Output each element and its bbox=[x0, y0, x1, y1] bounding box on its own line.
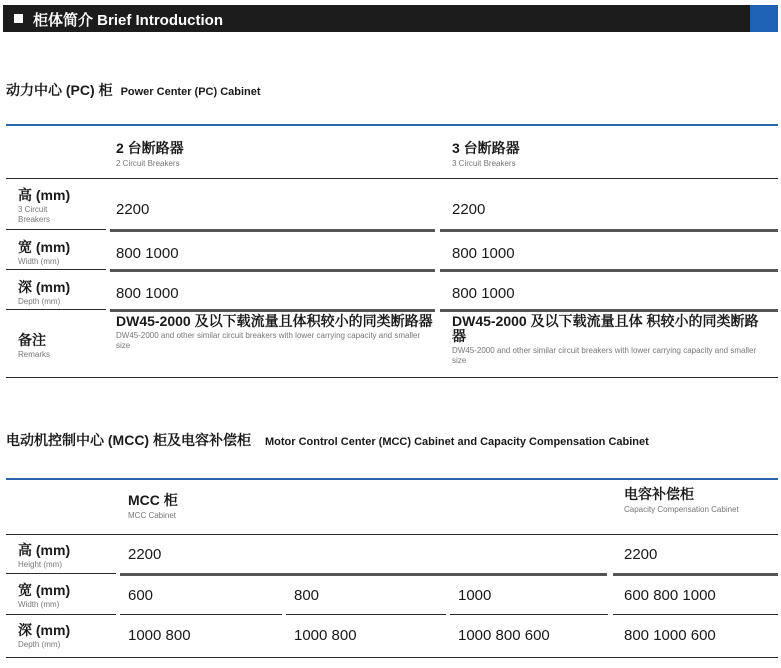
pc-row-divider bbox=[110, 229, 435, 232]
pc-height-value-3cb: 2200 bbox=[452, 201, 486, 218]
pc-section-title bbox=[6, 80, 261, 100]
mcc-col1-header-cn: MCC 柜 bbox=[128, 492, 178, 508]
mcc-width-value-capacitor: 600 800 1000 bbox=[624, 587, 716, 604]
pc-row-remarks-label: 备注 Remarks bbox=[18, 332, 51, 359]
mcc-row-divider bbox=[450, 614, 608, 615]
mcc-height-value-capacitor: 2200 bbox=[624, 546, 658, 563]
mcc-row-divider bbox=[120, 614, 282, 615]
pc-row-height-label: 高 (mm) 3 Circuit Breakers bbox=[18, 187, 71, 224]
pc-remarks-3cb: DW45-2000 及以下载流量且体 积较小的同类断路器 DW45-2000 and other similar circuit breakers with lower carrying capacity and smaller size bbox=[452, 313, 759, 365]
pc-row-divider bbox=[440, 269, 778, 272]
pc-row-divider bbox=[440, 309, 778, 312]
section-header-bar bbox=[3, 5, 778, 32]
pc-label-divider bbox=[6, 309, 106, 310]
mcc-header-separator bbox=[6, 534, 778, 535]
pc-header-separator bbox=[6, 178, 778, 179]
mcc-col2-header-cn: 电容补偿柜 bbox=[624, 486, 694, 502]
pc-row-divider bbox=[440, 229, 778, 232]
pc-width-value-3cb: 800 1000 bbox=[452, 245, 515, 262]
square-bullet-icon bbox=[14, 14, 23, 23]
mcc-depth-value-800: 1000 800 bbox=[294, 627, 357, 644]
mcc-width-value-800: 800 bbox=[294, 587, 320, 604]
mcc-row-divider bbox=[613, 614, 778, 615]
pc-title-cn: 动力中心 (PC) 柜 bbox=[6, 82, 113, 98]
pc-remarks-2cb: DW45-2000 及以下载流量且体积较小的同类断路器 DW45-2000 and other similar circuit breakers with lower carrying capacity and smaller size bbox=[116, 313, 433, 350]
pc-col1-header-en: 2 Circuit Breakers bbox=[116, 159, 180, 168]
pc-width-value-2cb: 800 1000 bbox=[116, 245, 179, 262]
mcc-row-divider bbox=[286, 614, 446, 615]
pc-title-en: Power Center (PC) Cabinet bbox=[120, 86, 261, 98]
pc-depth-value-2cb: 800 1000 bbox=[116, 285, 179, 302]
mcc-table-top-rule bbox=[6, 478, 778, 480]
pc-height-value-2cb: 2200 bbox=[116, 201, 150, 218]
pc-table-top-rule bbox=[6, 124, 778, 126]
mcc-label-divider bbox=[6, 573, 116, 574]
pc-row-divider bbox=[110, 269, 435, 272]
pc-col1-header bbox=[116, 138, 184, 168]
mcc-col1-header bbox=[128, 490, 178, 520]
mcc-row-divider bbox=[120, 573, 607, 576]
mcc-height-value: 2200 bbox=[128, 546, 162, 563]
mcc-depth-value-1000: 1000 800 600 bbox=[458, 627, 550, 644]
mcc-width-value-600: 600 bbox=[128, 587, 154, 604]
pc-table-bottom-rule bbox=[6, 377, 778, 378]
pc-depth-value-3cb: 800 1000 bbox=[452, 285, 515, 302]
mcc-col1-header-en: MCC Cabinet bbox=[128, 511, 177, 520]
mcc-col2-header bbox=[624, 484, 774, 515]
pc-row-divider bbox=[110, 309, 435, 312]
mcc-row-divider bbox=[613, 573, 778, 576]
pc-label-divider bbox=[6, 269, 106, 270]
pc-row-width-label: 宽 (mm) Width (mm) bbox=[18, 239, 71, 266]
mcc-section-title bbox=[6, 430, 649, 450]
header-accent-block bbox=[750, 5, 778, 32]
pc-col2-header-en: 3 Circuit Breakers bbox=[452, 159, 516, 168]
pc-col2-header bbox=[452, 138, 520, 168]
pc-row-depth-label: 深 (mm) Depth (mm) bbox=[18, 279, 71, 306]
mcc-depth-value-600: 1000 800 bbox=[128, 627, 191, 644]
mcc-row-height-label: 高 (mm) Height (mm) bbox=[18, 542, 71, 569]
pc-col2-header-cn: 3 台断路器 bbox=[452, 140, 520, 156]
mcc-label-divider bbox=[6, 614, 116, 615]
mcc-title-cn: 电动机控制中心 (MCC) 柜及电容补偿柜 bbox=[6, 432, 251, 448]
mcc-title-en: Motor Control Center (MCC) Cabinet and Capacity Compensation Cabinet bbox=[265, 436, 649, 448]
mcc-table-bottom-rule bbox=[6, 657, 778, 658]
mcc-row-depth-label: 深 (mm) Depth (mm) bbox=[18, 622, 71, 649]
mcc-width-value-1000: 1000 bbox=[458, 587, 492, 604]
mcc-row-width-label: 宽 (mm) Width (mm) bbox=[18, 582, 71, 609]
pc-col1-header-cn: 2 台断路器 bbox=[116, 140, 184, 156]
mcc-col2-header-en: Capacity Compensation Cabinet bbox=[624, 505, 739, 514]
mcc-depth-value-capacitor: 800 1000 600 bbox=[624, 627, 716, 644]
pc-label-divider bbox=[6, 229, 106, 230]
section-header-title: 柜体简介 Brief Introduction bbox=[33, 12, 223, 29]
